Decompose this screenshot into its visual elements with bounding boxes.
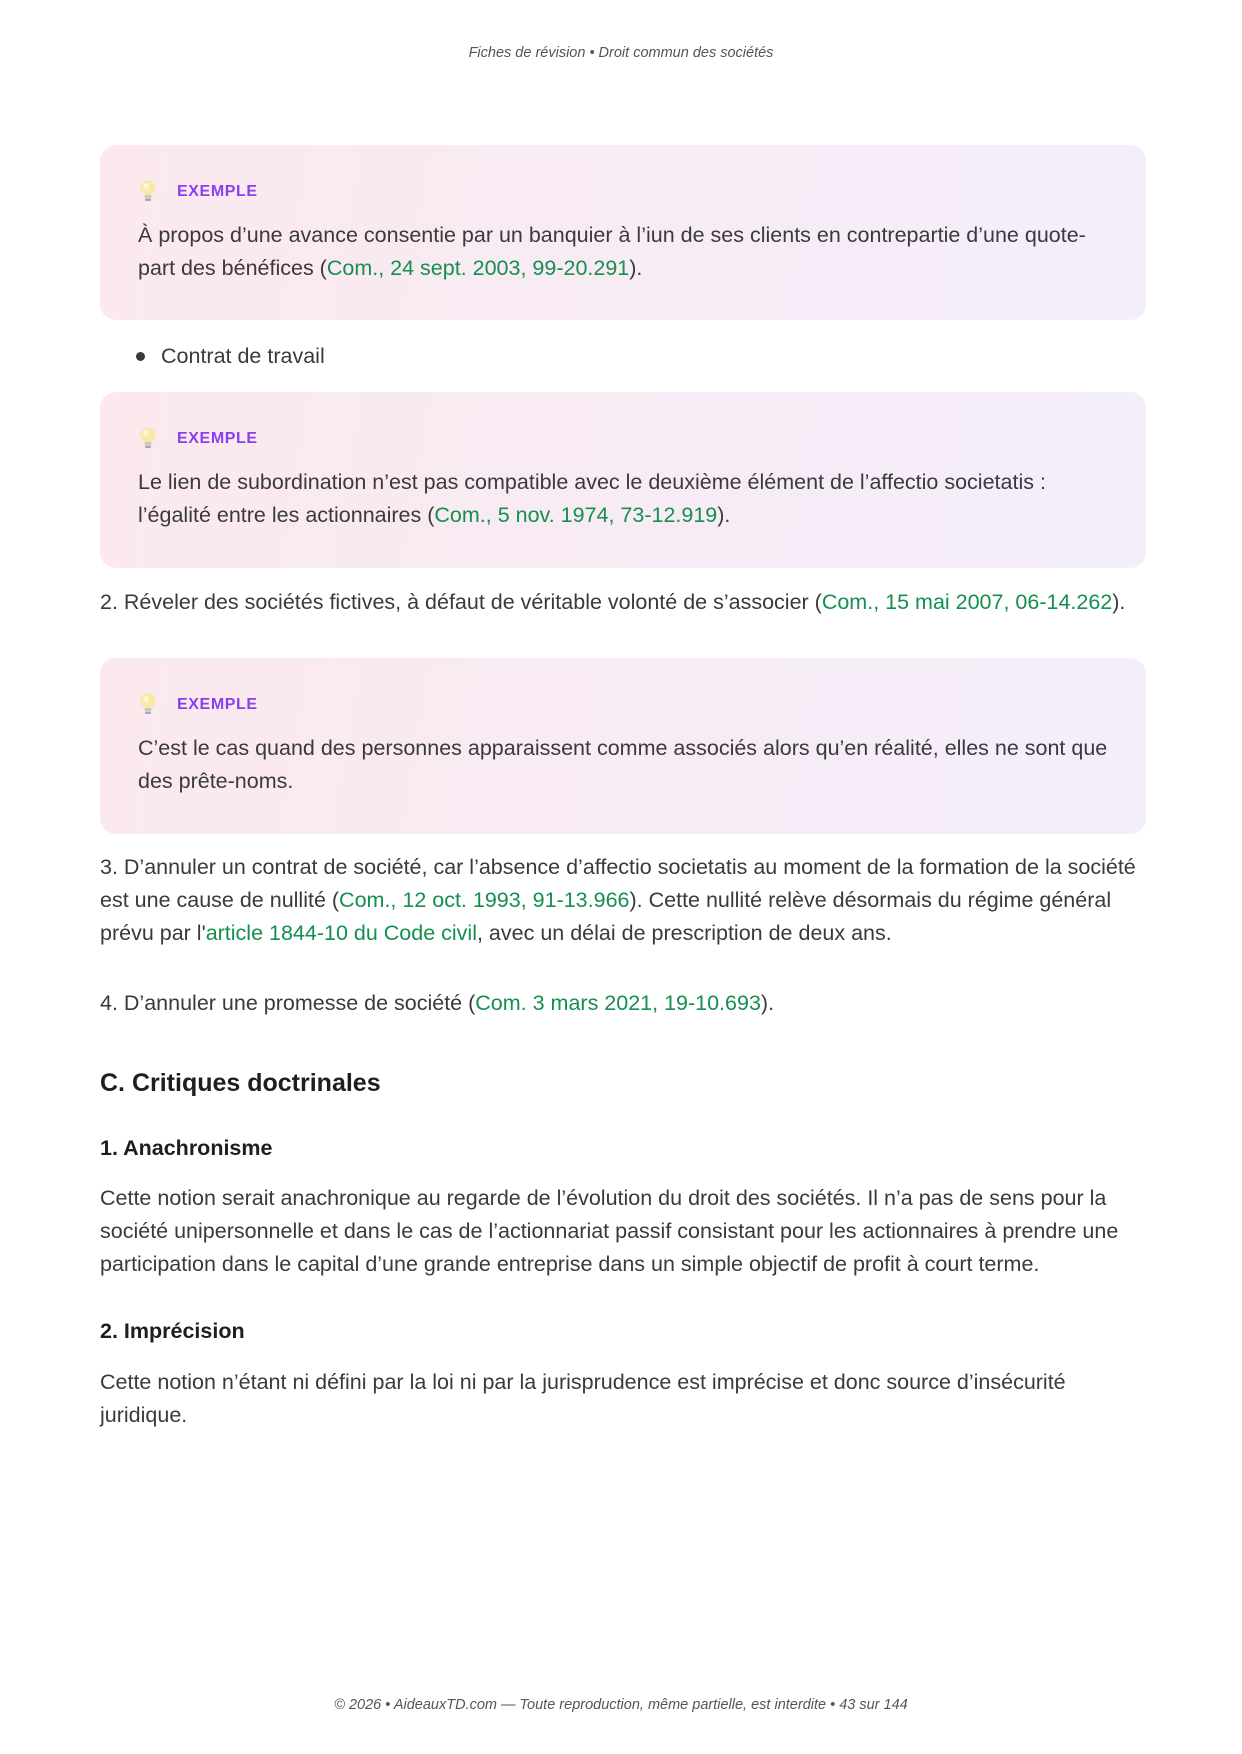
example-header bbox=[138, 426, 1108, 452]
paragraph: 4. D’annuler une promesse de société (Com. 3 mars 2021, 19-10.693). bbox=[100, 991, 775, 1015]
case-law-link[interactable]: Com., 15 mai 2007, 06-14.262 bbox=[821, 590, 1113, 614]
page-footer: © 2026 • AideauxTD.com — Toute reproduction, même partielle, est interdite • 43 sur 144 bbox=[334, 1697, 908, 1713]
section-title: C. Critiques doctrinales bbox=[100, 1069, 381, 1097]
paragraph: 2. Réveler des sociétés fictives, à défaut de véritable volonté de s’associer (Com., 15 mai 2007, 06-14.262). bbox=[100, 590, 1126, 614]
subsection-title: 2. Imprécision bbox=[100, 1319, 245, 1343]
lightbulb-icon bbox=[138, 426, 158, 452]
subsection-title: 1. Anachronisme bbox=[100, 1136, 273, 1160]
example-label: EXEMPLE bbox=[177, 696, 258, 713]
case-law-link[interactable]: Com., 5 nov. 1974, 73-12.919 bbox=[434, 503, 718, 527]
example-box bbox=[100, 658, 1146, 834]
example-text: À propos d’une avance consentie par un banquier à l’iun de ses clients en contrepartie d’une quote-part des bénéfices (Com., 24 sept. 2003, 99-20.291). bbox=[138, 223, 1086, 280]
bullet-dot bbox=[136, 352, 145, 361]
lightbulb-icon bbox=[138, 179, 158, 205]
list-item-label: Contrat de travail bbox=[161, 343, 325, 368]
example-header bbox=[138, 179, 1108, 205]
case-law-link[interactable]: Com. 3 mars 2021, 19-10.693 bbox=[475, 991, 761, 1015]
page-content bbox=[100, 145, 1146, 1432]
paragraph: Cette notion serait anachronique au regarde de l’évolution du droit des sociétés. Il n’a pas de sens pour la société unipersonnelle et dans le cas de l’actionnariat passif consistant pour les actionnaires à prendre une participation dans le capital d’une grande entreprise dans un simple objectif de profit à court terme. bbox=[100, 1186, 1119, 1276]
case-law-link[interactable]: Com., 12 oct. 1993, 91-13.966 bbox=[339, 888, 630, 912]
page-header: Fiches de révision • Droit commun des sociétés bbox=[468, 45, 774, 61]
example-label: EXEMPLE bbox=[177, 430, 258, 447]
example-box bbox=[100, 145, 1146, 320]
paragraph: Cette notion n’étant ni défini par la loi ni par la jurisprudence est imprécise et donc source d’insécurité juridique. bbox=[100, 1370, 1066, 1427]
paragraph: 3. D’annuler un contrat de société, car l’absence d’affectio societatis au moment de la formation de la société est une cause de nullité (Com., 12 oct. 1993, 91-13.966). Cette nullité relève désormais du régime général prévu par l'article 1844-10 du Code civil, avec un délai de prescription de deux ans. bbox=[100, 855, 1136, 945]
example-header bbox=[138, 692, 1108, 718]
lightbulb-icon bbox=[138, 692, 158, 718]
example-text: Le lien de subordination n’est pas compatible avec le deuxième élément de l’affectio societatis : l’égalité entre les actionnaires (Com., 5 nov. 1974, 73-12.919). bbox=[138, 470, 1046, 527]
example-text: C’est le cas quand des personnes apparaissent comme associés alors qu’en réalité, elles ne sont que des prête-noms. bbox=[138, 736, 1108, 793]
code-article-link[interactable]: article 1844-10 du Code civil bbox=[205, 921, 477, 945]
case-law-link[interactable]: Com., 24 sept. 2003, 99-20.291 bbox=[326, 256, 630, 280]
example-box bbox=[100, 392, 1146, 568]
example-label: EXEMPLE bbox=[177, 183, 258, 200]
list-item bbox=[136, 339, 1146, 373]
